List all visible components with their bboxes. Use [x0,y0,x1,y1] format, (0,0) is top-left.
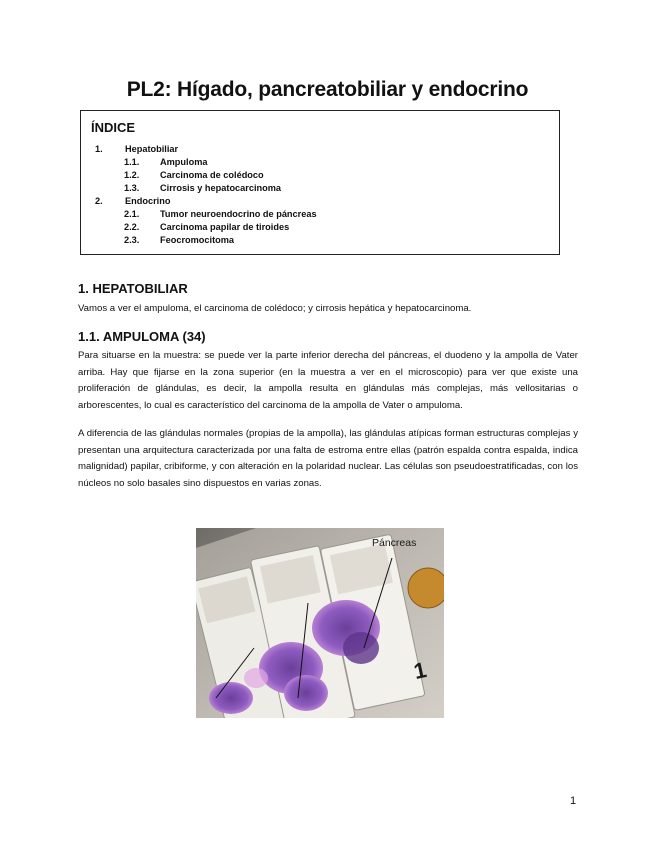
ampuloma-paragraph-2: A diferencia de las glándulas normales (propias de la ampolla), las glándulas atípicas forman estructuras complejas y presentan una arquitectura caracterizada por una falta de estroma entre ellas (patrón espalda contra espalda, indica malignidad) papilar, cribiforme, y con alteración en la polaridad nuclear. Las células son pseudoestratificadas, con los núcleos no solo basales sino dispuestos en varias zonas. [78,428,578,489]
section-intro: Vamos a ver el ampuloma, el carcinoma de colédoco; y cirrosis hepática y hepatocarcinoma. [78,303,472,314]
page-title: PL2: Hígado, pancreatobiliar y endocrino [126,78,529,101]
table-of-contents [80,110,560,255]
toc-item-label: Carcinoma de colédoco [160,170,264,180]
toc-heading: ÍNDICE [91,120,136,135]
section-heading-ampuloma: 1.1. AMPULOMA (34) [78,329,206,344]
section-heading-hepatobiliar: 1. HEPATOBILIAR [78,281,188,296]
toc-item-number: 1.2. [124,170,140,180]
page-number: 1 [570,795,577,807]
toc-item-label: Carcinoma papilar de tiroides [160,222,290,232]
toc-item-label: Ampuloma [160,157,208,167]
toc-item-label: Endocrino [125,196,171,206]
toc-item-label: Feocromocitoma [160,235,235,245]
slides-illustration [196,528,444,718]
slide-number: 1 [411,657,429,685]
toc-item-number: 2.2. [124,222,140,232]
toc-item-label: Cirrosis y hepatocarcinoma [160,183,282,193]
toc-item-number: 2. [95,196,103,206]
toc-item-number: 1.1. [124,157,140,167]
toc-item-number: 1. [95,144,103,154]
histology-slides-photo [196,528,444,718]
toc-item-number: 2.3. [124,235,140,245]
toc-item-number: 1.3. [124,183,140,193]
figure-label-pancreas: Páncreas [372,537,417,549]
toc-item-label: Tumor neuroendocrino de páncreas [160,209,317,219]
toc-item-label: Hepatobiliar [125,144,179,154]
toc-item-number: 2.1. [124,209,140,219]
ampuloma-paragraph-1: Para situarse en la muestra: se puede ver la parte inferior derecha del páncreas, el duodeno y la ampolla de Vater arriba. Hay que fijarse en la zona superior (en la muestra a ver en el microscopio) para ver que existe una proliferación de glándulas, es decir, la ampolla resulta en glándulas más complejas, más vellositarias o arborescentes, lo cual es característico del carcinoma de la ampolla de Vater o ampuloma. [78,350,578,411]
